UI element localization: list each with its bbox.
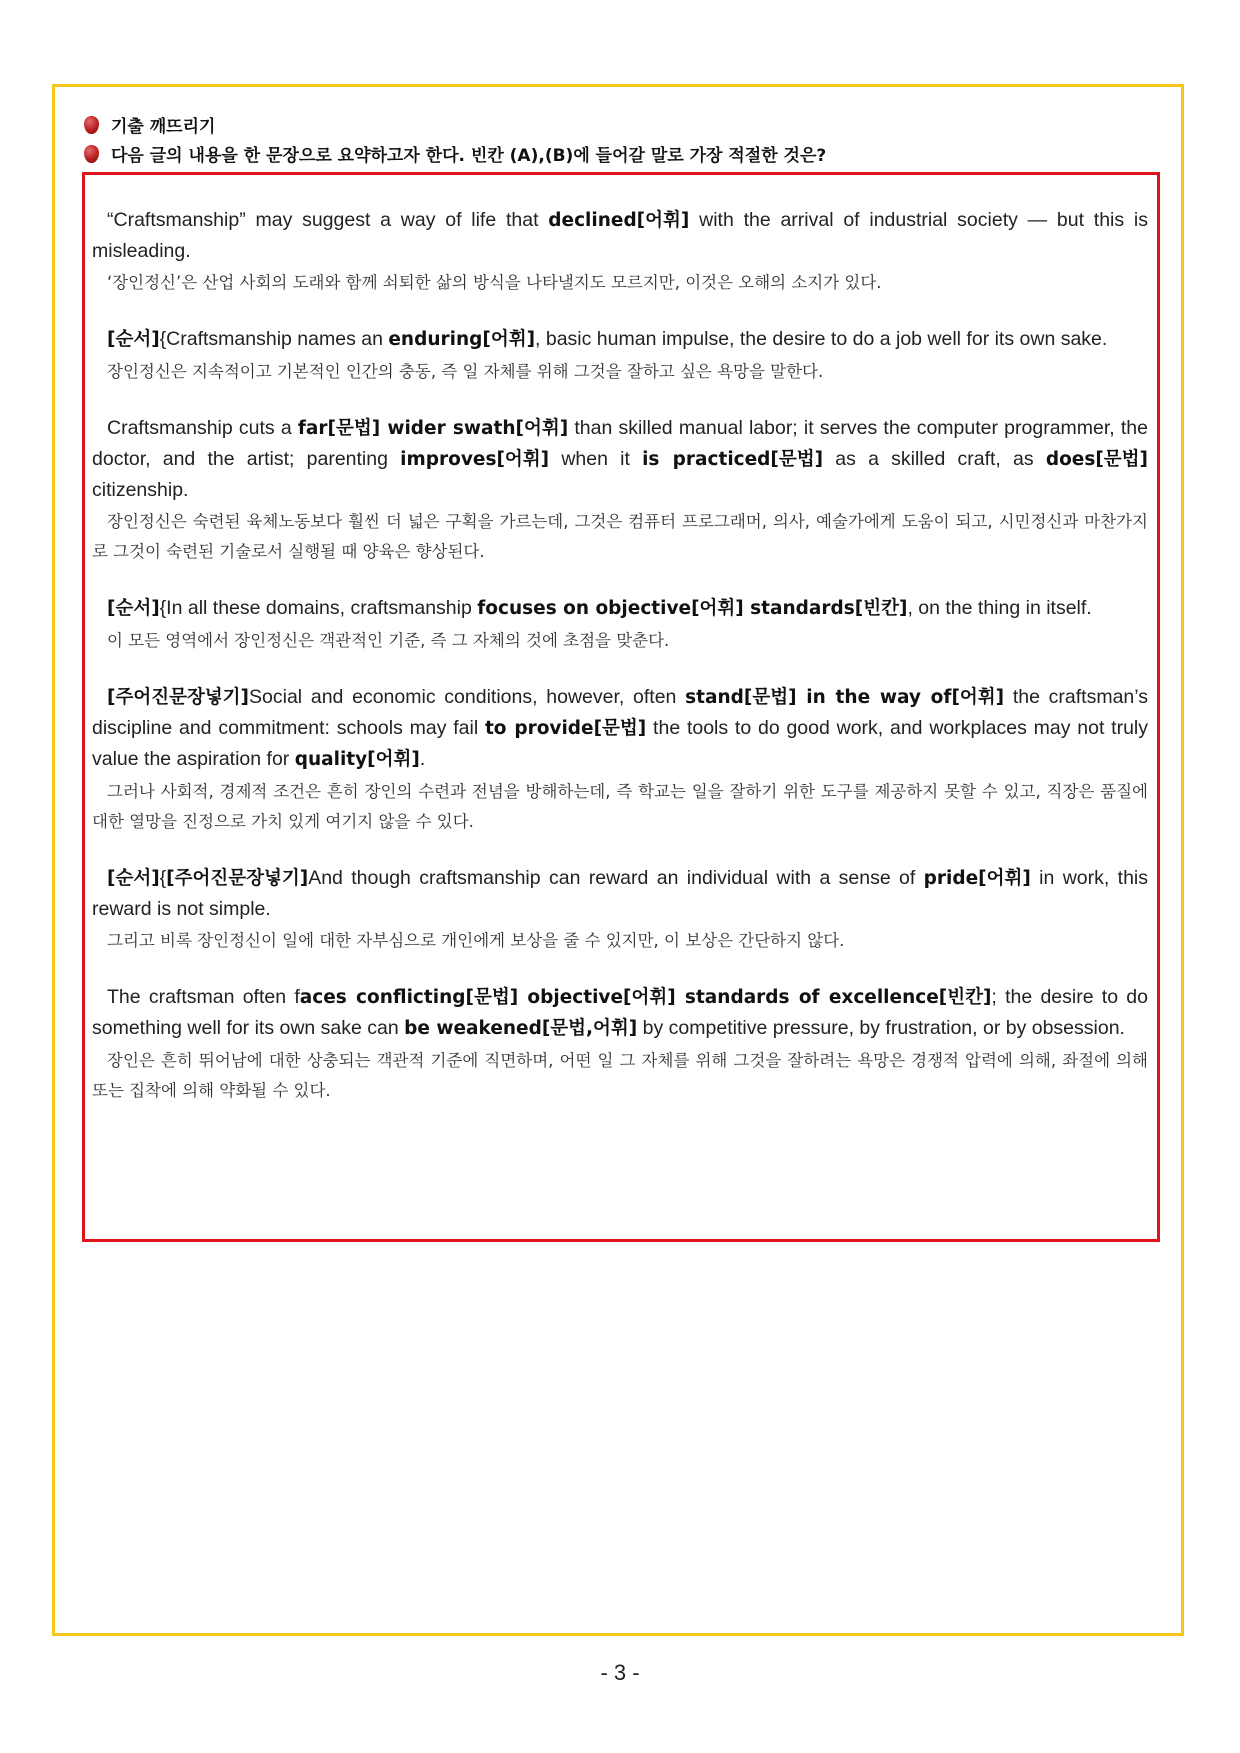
annotated-term: [주어진문장넣기] — [107, 687, 250, 708]
sentence-text: Social and economic conditions, however, often — [249, 686, 686, 708]
sentence-text: And though craftsmanship can reward an individual with a sense of — [308, 867, 924, 889]
sentence-text: than skilled manual labor; it serves the computer programmer, the doctor, and the artist; parenting — [92, 417, 1148, 470]
passage-paragraph — [92, 982, 1148, 1106]
sentence-text: Craftsmanship cuts a — [107, 417, 298, 439]
korean-translation: 그리고 비록 장인정신이 일에 대한 자부심으로 개인에게 보상을 줄 수 있지만, 이 보상은 간단하지 않다. — [107, 931, 845, 950]
bullet-icon — [84, 145, 99, 163]
section-title: 기출 깨뜨리기 — [111, 117, 216, 137]
english-sentence — [92, 324, 1148, 355]
page-number: - 3 - — [600, 1660, 640, 1685]
sentence-text: The craftsman often f — [107, 986, 300, 1008]
sentence-text: the craftsman’s discipline and commitment: schools may fail — [92, 686, 1149, 739]
sentence-text: { — [159, 867, 167, 889]
sentence-text: , on the thing in itself. — [907, 597, 1092, 619]
english-sentence — [92, 682, 1148, 775]
sentence-text: citizenship. — [92, 479, 189, 501]
annotated-term: [순서] — [107, 598, 160, 619]
korean-translation: 그러나 사회적, 경제적 조건은 흔히 장인의 수련과 전념을 방해하는데, 즉 학교는 일을 잘하기 위한 도구를 제공하지 못할 수 있고, 직장은 품질에 대한 열망을 진정으로 가치 있게 여기지 않을 수 있다. — [92, 782, 1148, 831]
sentence-text: the tools to do good work, and workplaces may not truly value the aspiration for — [92, 717, 1149, 770]
sentence-text: {Craftsmanship names an — [159, 328, 389, 350]
passage-paragraph — [92, 413, 1148, 567]
english-sentence — [92, 982, 1148, 1044]
annotated-term: [순서] — [107, 868, 160, 889]
passage-paragraph — [92, 205, 1148, 298]
sentence-text: ; the desire to do something well for its own sake can — [92, 986, 1148, 1039]
question-header — [84, 141, 826, 166]
question-text: 다음 글의 내용을 한 문장으로 요약하고자 한다. 빈칸 (A),(B)에 들어갈 말로 가장 적절한 것은? — [111, 146, 827, 166]
section-header — [84, 112, 215, 137]
sentence-text: “Craftsmanship” may suggest a way of life that — [107, 209, 549, 231]
annotated-term: declined[어휘] — [548, 210, 690, 231]
korean-translation: 장인정신은 숙련된 육체노동보다 훨씬 더 넓은 구획을 가르는데, 그것은 컴퓨터 프로그래머, 의사, 예술가에게 도움이 되고, 시민정신과 마찬가지로 그것이 숙련된 기술로서 실행될 때 양육은 향상된다. — [92, 512, 1148, 561]
sentence-text: with the arrival of industrial society ― but this is misleading. — [92, 209, 1148, 262]
passage-paragraph — [92, 324, 1148, 387]
passage-content — [92, 205, 1148, 1132]
passage-paragraph — [92, 593, 1148, 656]
korean-translation: 장인은 흔히 뛰어남에 대한 상충되는 객관적 기준에 직면하며, 어떤 일 그 자체를 위해 그것을 잘하려는 욕망은 경쟁적 압력에 의해, 좌절에 의해 또는 집착에 의해 약화될 수 있다. — [92, 1051, 1148, 1100]
passage-paragraph — [92, 863, 1148, 956]
annotated-term: enduring[어휘] — [388, 329, 536, 350]
annotated-term: quality[어휘] — [294, 749, 420, 770]
passage-paragraph — [92, 682, 1148, 837]
annotated-term: focuses on objective[어휘] standards[빈칸] — [477, 598, 908, 619]
annotated-term: to provide[문법] — [484, 718, 647, 739]
annotated-term: be weakened[문법,어휘] — [404, 1018, 638, 1039]
sentence-text: when it — [549, 448, 643, 470]
korean-translation: ‘장인정신’은 산업 사회의 도래와 함께 쇠퇴한 삶의 방식을 나타낼지도 모르지만, 이것은 오해의 소지가 있다. — [107, 273, 882, 292]
annotated-term: is practiced[문법] — [642, 449, 824, 470]
sentence-text: {In all these domains, craftsmanship — [159, 597, 478, 619]
english-sentence — [92, 413, 1148, 505]
annotated-term: stand[문법] in the way of[어휘] — [685, 687, 1005, 708]
sentence-text: , basic human impulse, the desire to do a job well for its own sake. — [535, 328, 1108, 350]
sentence-text: by competitive pressure, by frustration, or by obsession. — [637, 1017, 1125, 1039]
annotated-term: aces conflicting[문법] objective[어휘] standards of excellence[빈칸] — [299, 987, 992, 1008]
bullet-icon — [84, 116, 99, 134]
korean-translation: 장인정신은 지속적이고 기본적인 인간의 충동, 즉 일 자체를 위해 그것을 잘하고 싶은 욕망을 말한다. — [107, 362, 824, 381]
annotated-term: improves[어휘] — [400, 449, 550, 470]
english-sentence — [92, 593, 1148, 624]
sentence-text: . — [419, 748, 426, 770]
annotated-term: [순서] — [107, 329, 160, 350]
annotated-term: does[문법] — [1045, 449, 1148, 470]
korean-translation: 이 모든 영역에서 장인정신은 객관적인 기준, 즉 그 자체의 것에 초점을 맞춘다. — [107, 631, 670, 650]
annotated-term: pride[어휘] — [923, 868, 1031, 889]
english-sentence — [92, 863, 1148, 924]
english-sentence — [92, 205, 1148, 266]
annotated-term: far[문법] wider swath[어휘] — [297, 418, 569, 439]
annotated-term: [주어진문장넣기] — [166, 868, 309, 889]
sentence-text: as a skilled craft, as — [823, 448, 1046, 470]
sentence-text: in work, this reward is not simple. — [92, 867, 1149, 920]
